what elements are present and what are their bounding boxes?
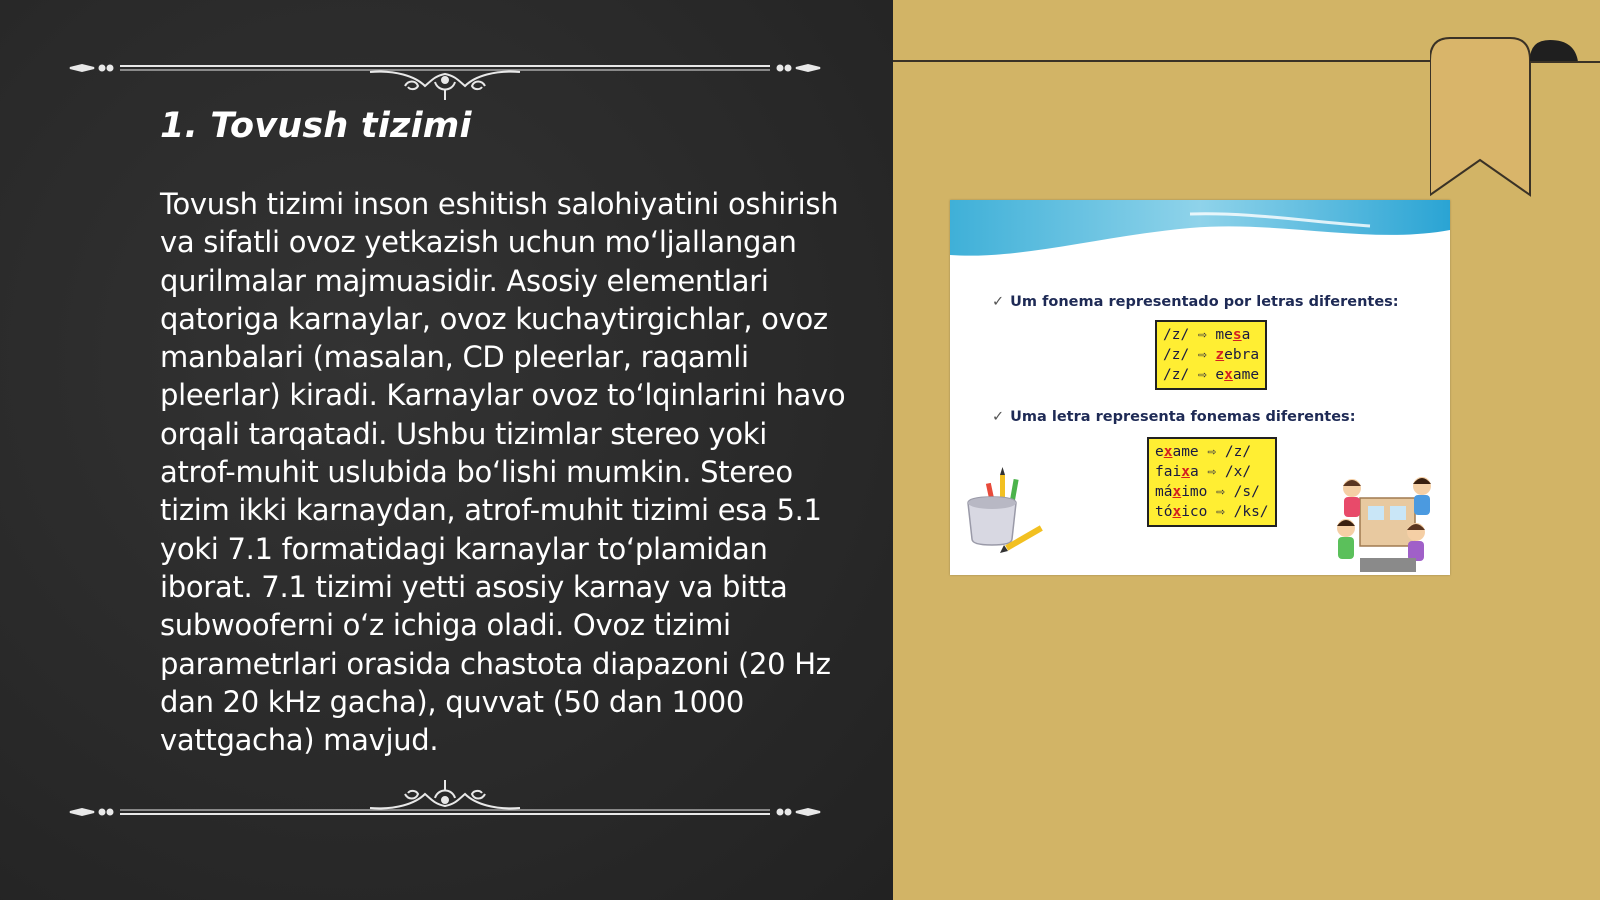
list-item [1155, 502, 1269, 522]
arrow-icon: ⇨ [1197, 327, 1207, 343]
top-ornament-icon [60, 40, 830, 100]
word-part: fai [1155, 464, 1182, 480]
check-icon: ✓ [992, 409, 1005, 425]
phoneme-label: /ks/ [1233, 504, 1269, 520]
phoneme-label: /z/ [1163, 347, 1190, 363]
list-item [1155, 482, 1269, 502]
phoneme-label: /z/ [1163, 367, 1190, 383]
highlighted-letter: x [1181, 464, 1190, 480]
word-part: e [1215, 367, 1225, 383]
word-part: imo [1181, 484, 1208, 500]
phoneme-label: /s/ [1233, 484, 1260, 500]
arrow-icon: ⇨ [1207, 444, 1217, 460]
highlighted-letter: x [1224, 367, 1233, 383]
phoneme-label: /x/ [1224, 464, 1252, 480]
check-icon: ✓ [992, 294, 1005, 310]
list-item [1163, 365, 1259, 385]
list-item [1155, 462, 1269, 482]
phoneme-box-two [1147, 437, 1277, 527]
highlighted-letter: x [1172, 504, 1182, 520]
phoneme-box-one [1155, 320, 1267, 390]
decorative-line [893, 60, 1453, 62]
word-part: ico [1181, 504, 1208, 520]
arrow-icon: ⇨ [1197, 347, 1207, 363]
bullet-one [992, 294, 1399, 310]
pencil-cup-illustration-icon [956, 465, 1051, 565]
bullet-two [992, 409, 1356, 425]
arrow-icon: ⇨ [1216, 484, 1225, 500]
arrow-icon: ⇨ [1207, 464, 1217, 480]
highlighted-letter: x [1163, 444, 1173, 460]
word-part: ebra [1224, 347, 1260, 363]
bottom-ornament-icon [60, 780, 830, 840]
word-part: má [1155, 484, 1173, 500]
list-item [1163, 345, 1259, 365]
arrow-icon: ⇨ [1216, 504, 1225, 520]
list-item [1155, 442, 1269, 462]
slide-body-text: Tovush tizimi inson eshitish salohiyatini oshirish va sifatli ovoz yetkazish uchun mo‘ljallangan qurilmalar majmuasidir. Asosiy elementlari qatoriga karnaylar, ovoz kuchaytirgichlar, ovoz manbalari (masalan, CD pleerlar, raqamli pleerlar) kiradi. Karnaylar ovoz to‘lqinlarini havo orqali tarqatadi. Ushbu tizimlar stereo yoki atrof-muhit uslubida bo‘lishi mumkin. Stereo tizim ikki karnaydan, atrof-muhit tizimi esa 5.1 yoki 7.1 formatidagi karnaylar to‘plamidan iborat. 7.1 tizimi yetti asosiy karnay va bitta subwooferni o‘z ichiga oladi. Ovoz tizimi parametrlari orasida chastota diapazoni (20 Hz dan 20 kHz gacha), quvvat (50 dan 1000 vattgacha) mavjud. [160, 187, 846, 758]
highlighted-letter: s [1232, 327, 1242, 343]
arrow-icon: ⇨ [1197, 367, 1207, 383]
phoneme-label: /z/ [1163, 327, 1190, 343]
word-part: ame [1232, 367, 1260, 383]
children-illustration-icon [1330, 470, 1445, 575]
list-item [1163, 325, 1259, 345]
word-part: a [1241, 327, 1251, 343]
slide-title: 1. Tovush tizimi [160, 106, 472, 146]
highlighted-letter: z [1215, 347, 1225, 363]
bookmark-ribbon-icon [1430, 30, 1600, 200]
phoneme-slide-image [950, 200, 1450, 575]
bullet-two-text: Uma letra representa fonemas diferentes: [1010, 409, 1356, 425]
highlighted-letter: x [1172, 484, 1182, 500]
word-part: ame [1172, 444, 1199, 460]
phoneme-label: /z/ [1224, 444, 1252, 460]
word-part: tó [1155, 504, 1173, 520]
wave-header-icon [950, 200, 1450, 270]
word-part: a [1189, 464, 1199, 480]
bullet-one-text: Um fonema representado por letras diferentes: [1010, 294, 1399, 310]
word-part: me [1215, 327, 1233, 343]
word-part: e [1155, 444, 1164, 460]
